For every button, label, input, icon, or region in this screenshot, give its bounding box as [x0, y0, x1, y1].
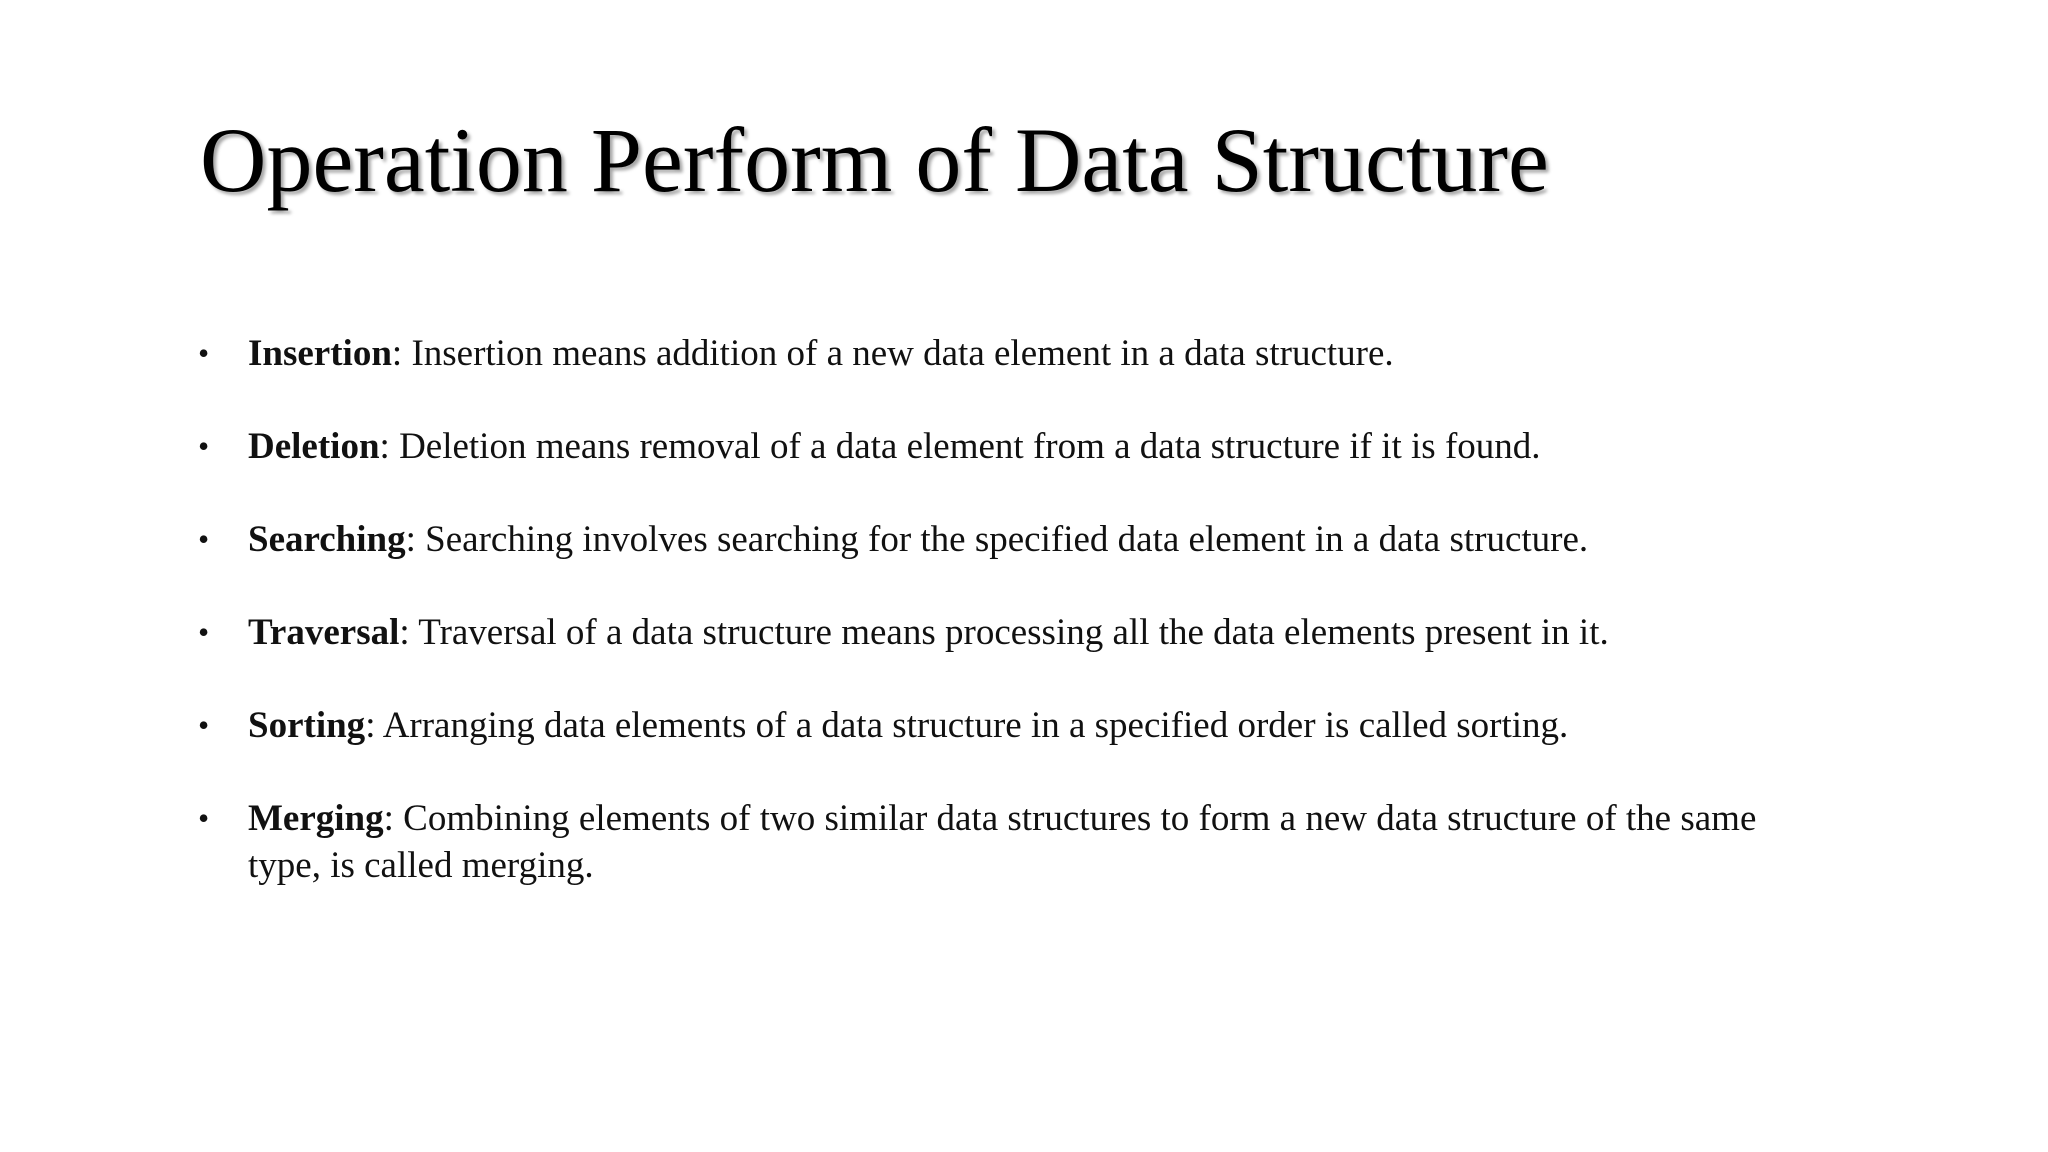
bullet-separator: :	[405, 519, 426, 560]
bullet-text: Arranging data elements of a data structure in a specified order is called sorting.	[382, 705, 1569, 746]
bullet-icon: •	[198, 335, 210, 371]
bullet-text: Searching involves searching for the specified data element in a data structure.	[425, 519, 1589, 560]
bullet-separator: :	[391, 333, 412, 374]
bullet-icon: •	[198, 707, 210, 743]
bullet-icon: •	[198, 428, 210, 464]
bullet-text: Deletion means removal of a data element from a data structure if it is found.	[399, 426, 1541, 467]
bullet-item-traversal	[198, 609, 1758, 656]
bullet-separator: :	[365, 705, 383, 746]
bullet-text: Combining elements of two similar data structures to form a new data structure of the same type, is called merging.	[248, 798, 1757, 886]
bullet-icon: •	[198, 614, 210, 650]
bullet-term: Deletion	[248, 426, 380, 467]
slide-title: Operation Perform of Data Structure	[200, 109, 1549, 211]
bullet-term: Insertion	[248, 333, 392, 374]
bullet-item-deletion	[198, 423, 1758, 470]
bullet-separator: :	[379, 426, 400, 467]
bullet-item-sorting	[198, 702, 1758, 749]
bullet-text: Traversal of a data structure means processing all the data elements present in it.	[418, 612, 1609, 653]
bullet-separator: :	[383, 798, 404, 839]
bullet-term: Searching	[248, 519, 406, 560]
bullet-term: Sorting	[248, 705, 366, 746]
bullet-text: Insertion means addition of a new data element in a data structure.	[411, 333, 1394, 374]
bullet-list	[198, 330, 1758, 935]
bullet-item-searching	[198, 516, 1758, 563]
bullet-term: Merging	[248, 798, 384, 839]
bullet-separator: :	[399, 612, 419, 653]
bullet-item-insertion	[198, 330, 1758, 377]
bullet-icon: •	[198, 800, 210, 836]
bullet-term: Traversal	[248, 612, 400, 653]
bullet-item-merging	[198, 795, 1758, 889]
bullet-icon: •	[198, 521, 210, 557]
